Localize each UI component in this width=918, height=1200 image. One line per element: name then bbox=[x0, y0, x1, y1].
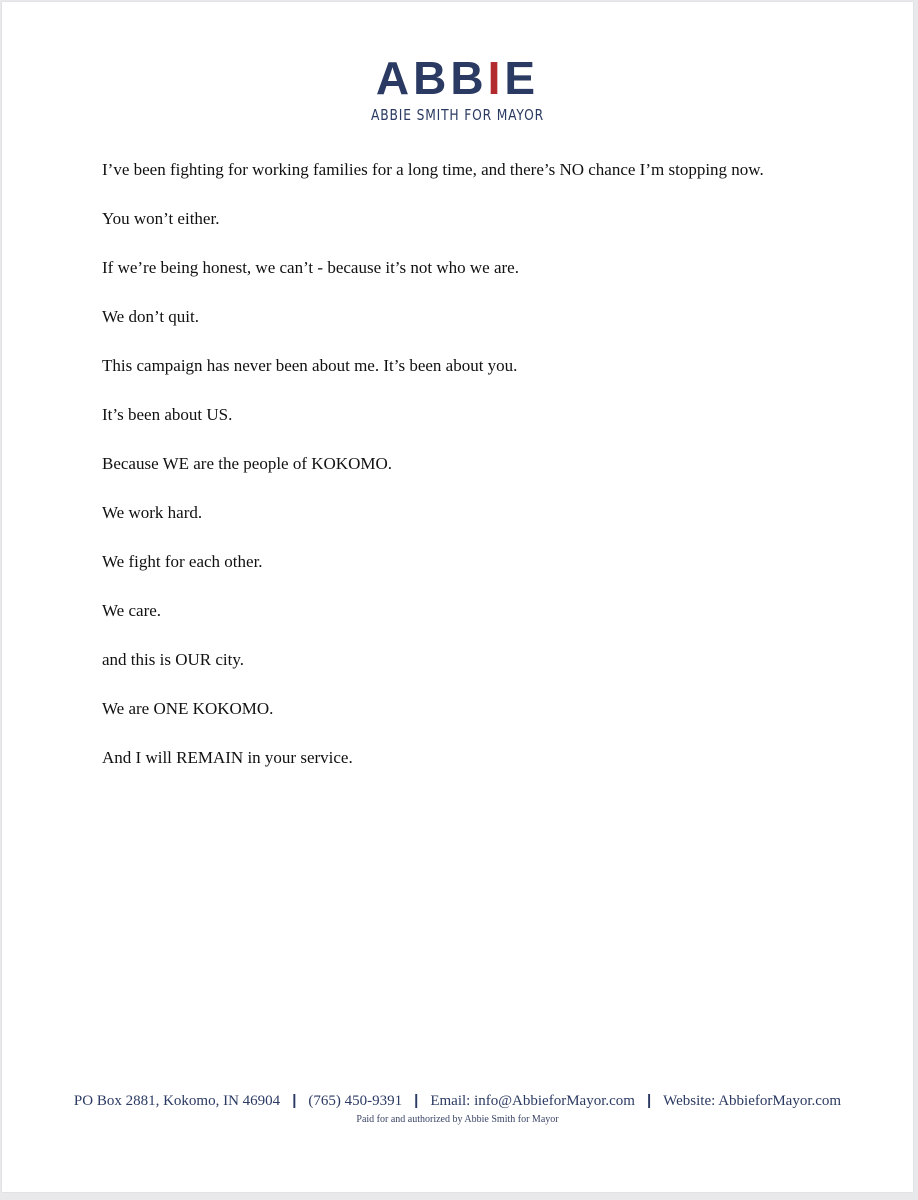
footer-phone: (765) 450-9391 bbox=[308, 1093, 403, 1109]
paragraph: And I will REMAIN in your service. bbox=[102, 748, 353, 767]
footer-disclaimer: Paid for and authorized by Abbie Smith for Mayor bbox=[356, 1114, 559, 1125]
paragraph: This campaign has never been about me. It’s been about you. bbox=[102, 356, 518, 375]
footer-separator: | bbox=[414, 1092, 419, 1109]
paragraph: We are ONE KOKOMO. bbox=[102, 699, 274, 718]
campaign-logo bbox=[2, 54, 913, 124]
footer-website: Website: AbbieforMayor.com bbox=[663, 1093, 842, 1109]
logo-word-accent: I bbox=[487, 52, 505, 104]
paragraph: I’ve been fighting for working families for a long time, and there’s NO chance I’m stopping now. bbox=[102, 160, 764, 179]
footer-separator: | bbox=[292, 1092, 297, 1109]
paragraph: It’s been about US. bbox=[102, 405, 233, 424]
footer-email: Email: info@AbbieforMayor.com bbox=[430, 1093, 635, 1109]
paragraph: We work hard. bbox=[102, 503, 203, 522]
footer-separator: | bbox=[646, 1092, 652, 1109]
paragraph: We don’t quit. bbox=[102, 307, 200, 326]
logo-wordmark bbox=[376, 54, 539, 102]
footer-contact-line bbox=[2, 1092, 913, 1110]
paragraph: We care. bbox=[102, 601, 162, 620]
letter-footer bbox=[2, 1092, 913, 1125]
logo-word-start: ABB bbox=[375, 52, 488, 104]
logo-subtitle: ABBIE SMITH FOR MAYOR bbox=[371, 106, 544, 124]
paragraph: Because WE are the people of KOKOMO. bbox=[102, 454, 393, 473]
letter-page bbox=[2, 2, 913, 1192]
paragraph: You won’t either. bbox=[102, 209, 220, 228]
paragraph: and this is OUR city. bbox=[102, 650, 244, 669]
footer-address: PO Box 2881, Kokomo, IN 46904 bbox=[73, 1093, 281, 1109]
letter-body bbox=[102, 158, 792, 795]
paragraph: If we’re being honest, we can’t - because it’s not who we are. bbox=[102, 258, 519, 277]
logo-word-end: E bbox=[504, 52, 540, 104]
paragraph: We fight for each other. bbox=[102, 552, 263, 571]
